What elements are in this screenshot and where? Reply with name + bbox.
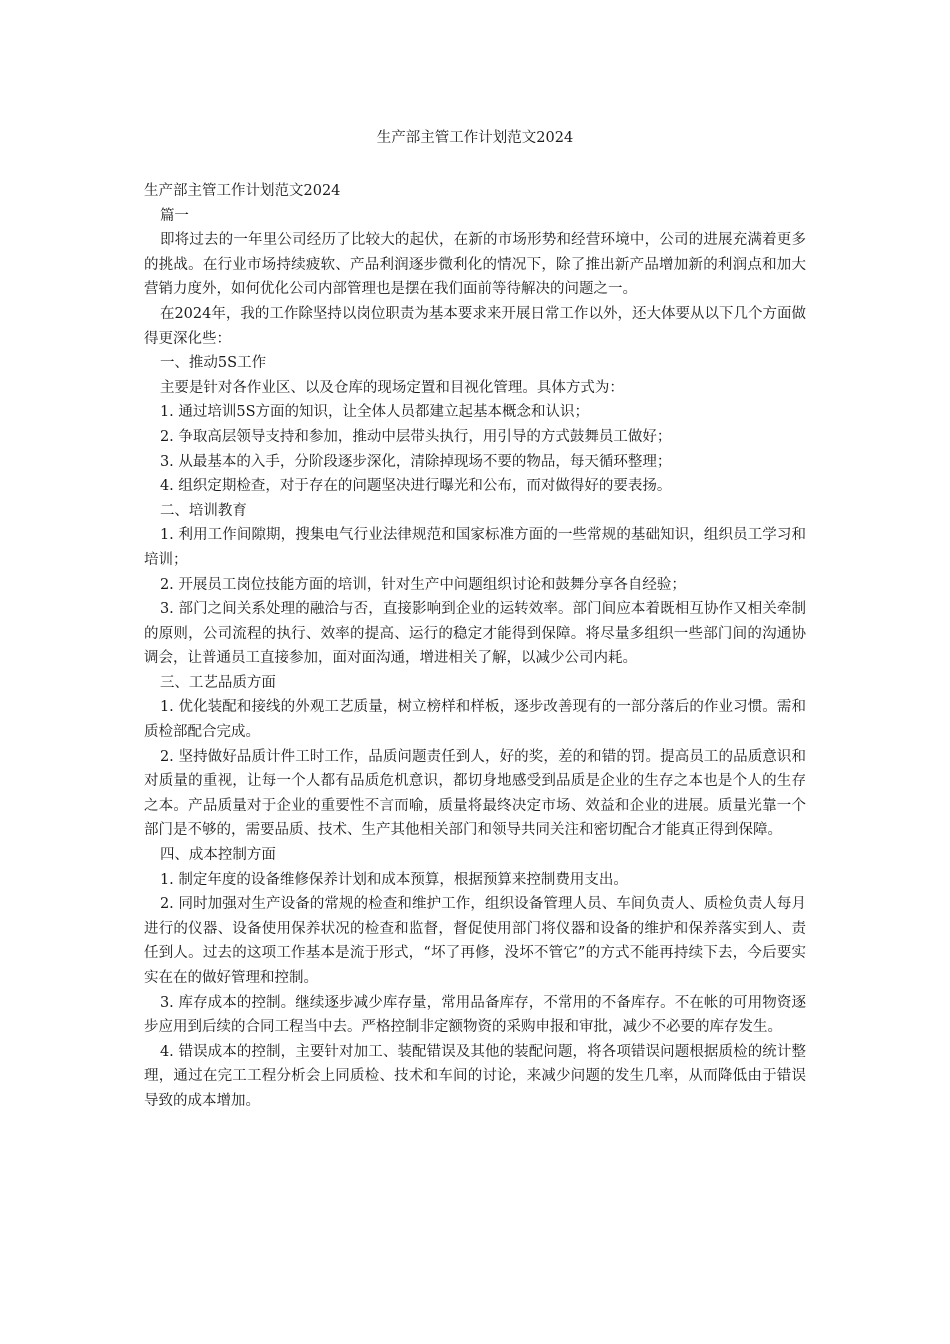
list-item: 2. 同时加强对生产设备的常规的检查和维护工作，组织设备管理人员、车间负责人、质检负责人每月进行的仪器、设备使用保养状况的检查和监督，督促使用部门将仪器和设备的维护和保养落实到人、责任到人。过去的这项工作基本是流于形式，“坏了再修，没坏不管它”的方式不能再持续下去，今后要实实在在的做好管理和控制。 — [144, 896, 806, 986]
document-body — [144, 179, 806, 1114]
body-paragraph: 主要是针对各作业区、以及仓库的现场定置和目视化管理。具体方式为： — [159, 379, 624, 396]
section-heading: 一、推动5S工作 — [159, 355, 267, 372]
list-item: 2. 开展员工岗位技能方面的培训，针对生产中问题组织讨论和鼓舞分享各自经验； — [159, 576, 686, 593]
section-heading: 二、培训教育 — [159, 502, 247, 519]
body-paragraph: 即将过去的一年里公司经历了比较大的起伏，在新的市场形势和经营环境中，公司的进展充满着更多的挑战。在行业市场持续疲软、产品利润逐步微利化的情况下，除了推出新产品增加新的利润点和加大营销力度外，如何优化公司内部管理也是摆在我们面前等待解决的问题之一。 — [144, 232, 806, 298]
section-heading: 四、成本控制方面 — [159, 847, 276, 864]
list-item: 1. 制定年度的设备维修保养计划和成本预算，根据预算来控制费用支出。 — [159, 871, 628, 888]
list-item: 1. 利用工作间隙期，搜集电气行业法律规范和国家标准方面的一些常规的基础知识，组织员工学习和培训； — [144, 527, 806, 568]
list-item: 3. 从最基本的入手，分阶段逐步深化，清除掉现场不要的物品，每天循环整理； — [159, 453, 672, 470]
body-paragraph: 在2024年，我的工作除坚持以岗位职责为基本要求来开展日常工作以外，还大体要从以下几个方面做得更深化些： — [144, 305, 806, 347]
list-item: 4. 错误成本的控制，主要针对加工、装配错误及其他的装配问题，将各项错误问题根据质检的统计整理，通过在完工工程分析会上同质检、技术和车间的讨论，来减少问题的发生几率，从而降低由于错误导致的成本增加。 — [144, 1043, 806, 1109]
list-item: 1. 通过培训5S方面的知识，让全体人员都建立起基本概念和认识； — [159, 404, 590, 421]
section-heading: 篇一 — [159, 207, 189, 224]
document-title: 生产部主管工作计划范文2024 — [376, 130, 574, 146]
list-item: 3. 部门之间关系处理的融洽与否，直接影响到企业的运转效率。部门间应本着既相互协作又相关牵制的原则，公司流程的执行、效率的提高、运行的稳定才能得到保障。将尽量多组织一些部门间的沟通协调会，让普通员工直接参加，面对面沟通，增进相关了解，以减少公司内耗。 — [144, 601, 806, 667]
list-item: 2. 争取高层领导支持和参加，推动中层带头执行，用引导的方式鼓舞员工做好； — [159, 428, 672, 445]
list-item: 4. 组织定期检查，对于存在的问题坚决进行曝光和公布，而对做得好的要表扬。 — [159, 478, 672, 495]
list-item: 3. 库存成本的控制。继续逐步减少库存量，常用品备库存，不常用的不备库存。不在帐的可用物资逐步应用到后续的合同工程当中去。严格控制非定额物资的采购申报和审批，减少不必要的库存发生。 — [144, 994, 806, 1036]
list-item: 1. 优化装配和接线的外观工艺质量，树立榜样和样板，逐步改善现有的一部分落后的作业习惯。需和质检部配合完成。 — [144, 699, 806, 741]
paragraph-subtitle: 生产部主管工作计划范文2024 — [144, 183, 341, 199]
list-item: 2. 坚持做好品质计件工时工作，品质问题责任到人，好的奖，差的和错的罚。提高员工的品质意识和对质量的重视，让每一个人都有品质危机意识，都切身地感受到品质是企业的生存之本也是个人的生存之本。产品质量对于企业的重要性不言而喻，质量将最终决定市场、效益和企业的进展。质量光靠一个部门是不够的，需要品质、技术、生产其他相关部门和领导共同关注和密切配合才能真正得到保障。 — [144, 748, 806, 839]
section-heading: 三、工艺品质方面 — [159, 674, 276, 691]
